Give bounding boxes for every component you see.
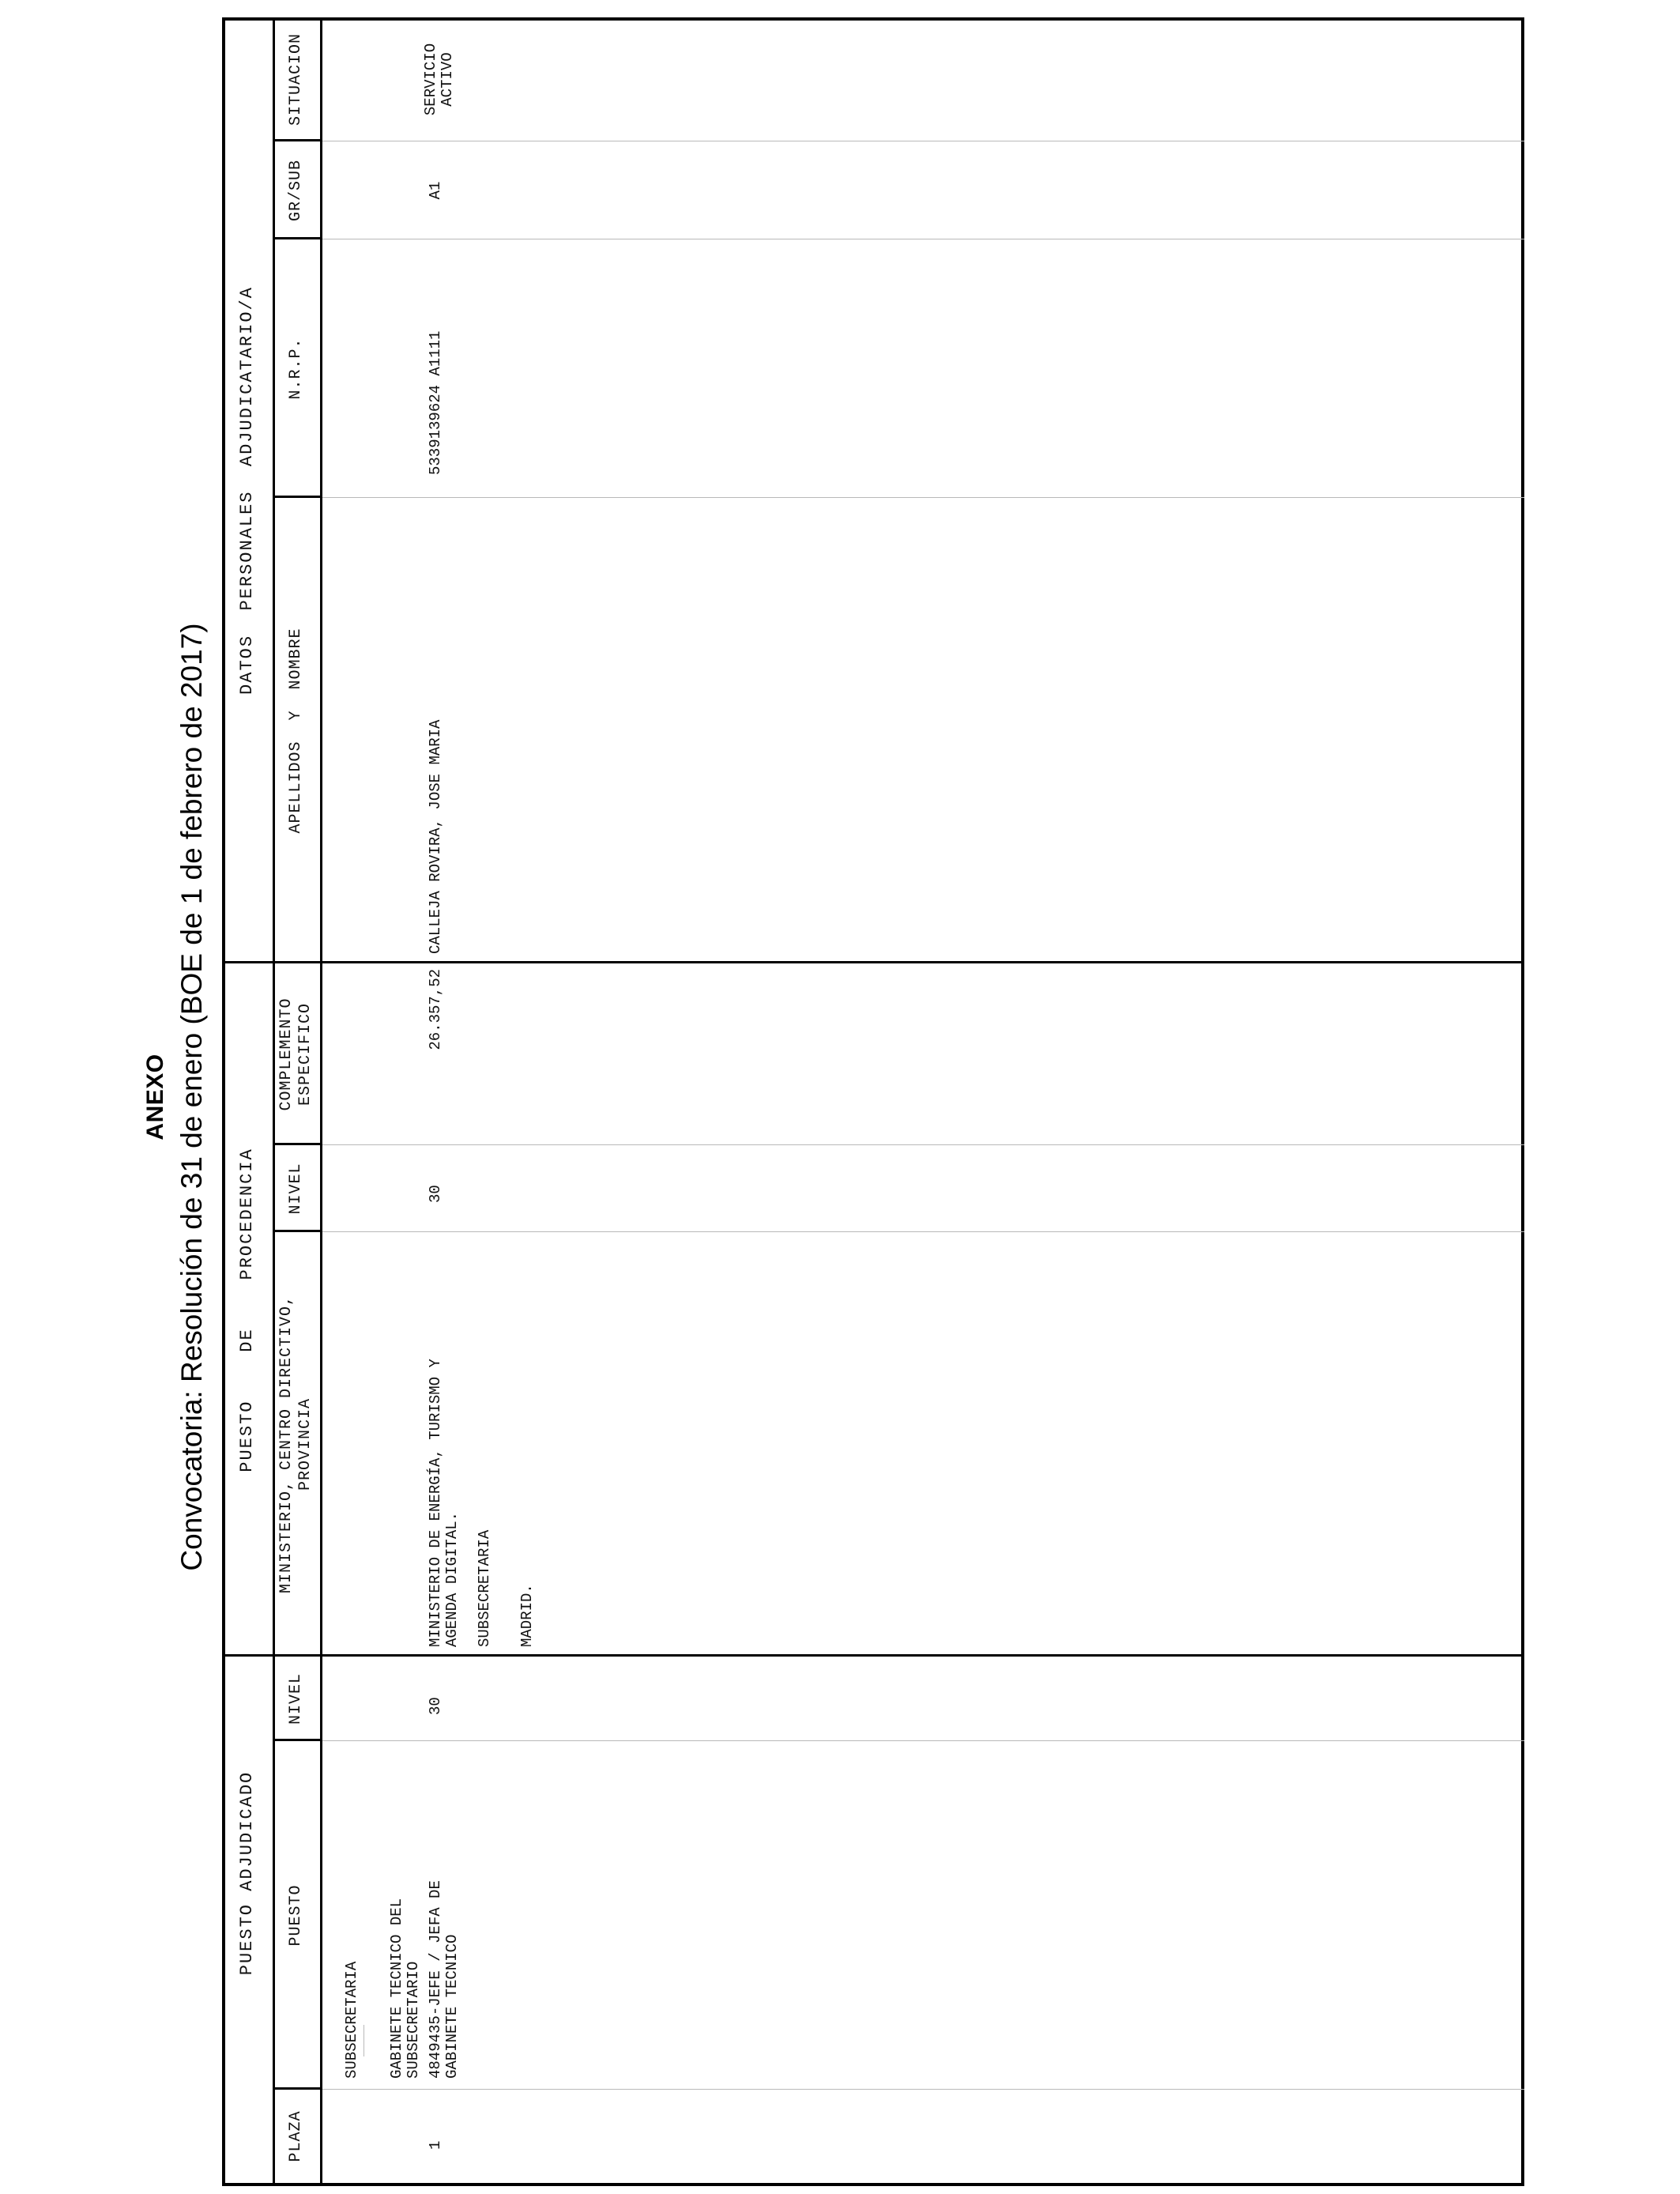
group-label-subsecretaria: SUBSECRETARIA — [343, 1961, 360, 2079]
col-sep-plaza — [320, 2089, 1524, 2090]
header-ministerio: MINISTERIO, CENTRO DIRECTIVO, PROVINCIA — [277, 1295, 315, 1594]
header-puesto-procedencia: PUESTO DE PROCEDENCIA — [237, 1148, 257, 1472]
header-datos-personales: DATOS PERSONALES ADJUDICATARIO/A — [237, 286, 257, 695]
header-grsub: GR/SUB — [287, 160, 305, 222]
group-underline — [363, 2025, 364, 2056]
header-nrp: N.R.P. — [287, 337, 305, 400]
document-subtitle: Convocatoria: Resolución de 31 de enero (BOE de 1 de febrero de 2017) — [175, 623, 208, 1571]
header-bottom-line — [320, 17, 322, 2183]
cell-apellidos: CALLEJA ROVIRA, JOSE MARIA — [427, 719, 444, 954]
header-situacion: SITUACION — [287, 32, 305, 126]
header-nivel-procedencia: NIVEL — [287, 1163, 305, 1215]
cell-complemento: 26.357,52 — [427, 969, 444, 1050]
col-sep-ministerio — [320, 1231, 1524, 1232]
header-group-line — [273, 17, 275, 2183]
cell-ministerio-provincia: MADRID. — [518, 1584, 536, 1647]
col-sep-nivel-procedencia — [320, 1144, 1524, 1145]
cell-ministerio: MINISTERIO DE ENERGÍA, TURISMO Y AGENDA DIGITAL. — [427, 1359, 461, 1647]
cell-ministerio-centro: SUBSECRETARIA — [476, 1529, 493, 1647]
header-nivel: NIVEL — [287, 1673, 305, 1725]
col-sep-puesto — [320, 1740, 1524, 1741]
cell-nivel: 30 — [427, 1697, 444, 1715]
cell-plaza: 1 — [427, 2140, 444, 2150]
divider-puesto-adjudicado — [225, 1654, 1524, 1657]
annex-table — [222, 17, 1524, 2186]
cell-nrp: 5339139624 A1111 — [427, 330, 444, 475]
cell-grsub: A1 — [427, 181, 444, 200]
divider-puesto-procedencia — [225, 961, 1524, 963]
group-label-gabinete: GABINETE TECNICO DEL SUBSECRETARIO — [388, 1898, 422, 2079]
header-plaza: PLAZA — [287, 2110, 305, 2162]
header-complemento: COMPLEMENTO ESPECIFICO — [277, 997, 315, 1111]
cell-situacion: SERVICIO ACTIVO — [422, 43, 456, 116]
header-apellidos: APELLIDOS Y NOMBRE — [287, 628, 305, 834]
col-sep-apellidos — [320, 497, 1524, 498]
header-puesto: PUESTO — [287, 1884, 305, 1947]
cell-nivel-procedencia: 30 — [427, 1185, 444, 1203]
document-title: ANEXO — [142, 1054, 168, 1140]
header-puesto-adjudicado: PUESTO ADJUDICADO — [237, 1770, 257, 1976]
cell-puesto: 4849435-JEFE / JEFA DE GABINETE TECNICO — [427, 1880, 461, 2079]
